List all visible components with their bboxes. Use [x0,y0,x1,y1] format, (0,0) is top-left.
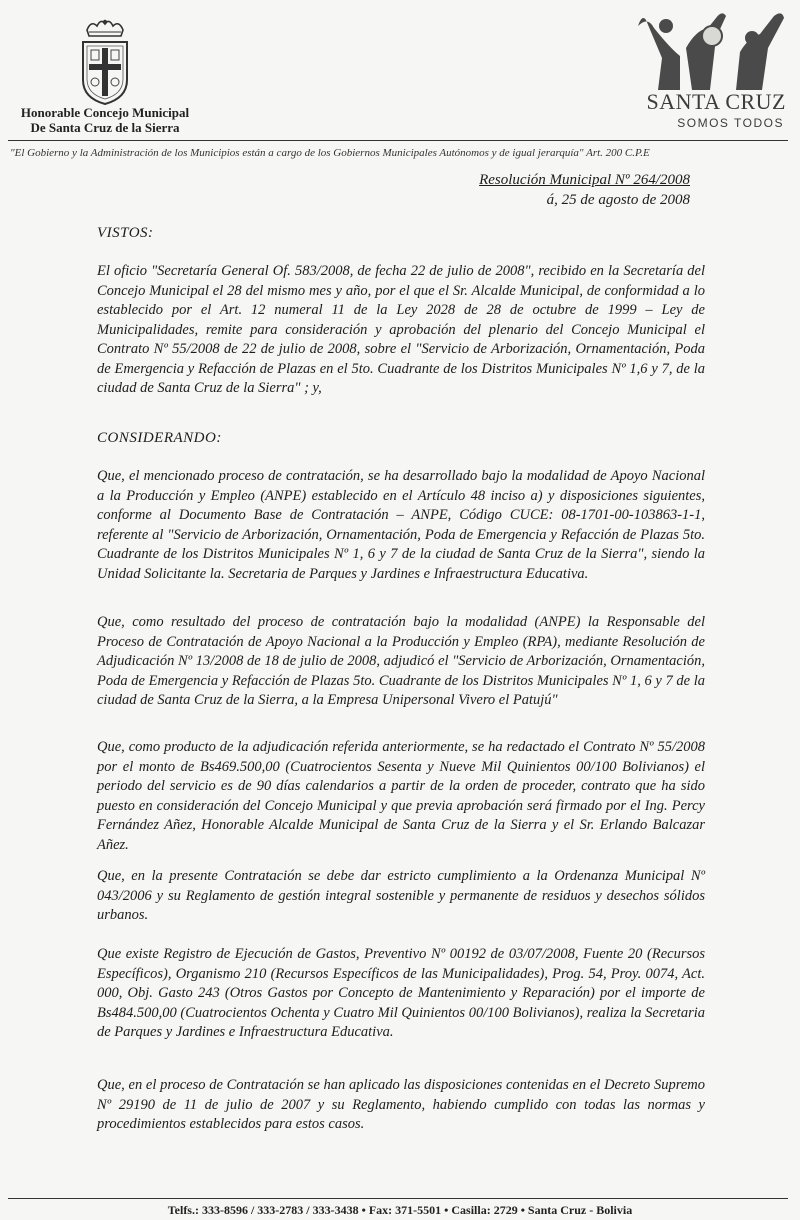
resolution-title: Resolución Municipal Nº 264/2008 [479,172,690,188]
vistos-heading: VISTOS: [97,225,154,241]
vistos-paragraph: El oficio "Secretaría General Of. 583/2008, de fecha 22 de julio de 2008", recibido en la Secretaría del Concejo Municipal el 28 del mismo mes y año, por el que el Sr. Alcalde Municipal, de conformidad a lo establecido por el Art. 12 numeral 11 de la Ley 2028 de 28 de octubre de 1999 – Ley de Municipalidades, remite para consideración y aprobación del plenario del Concejo Municipal el Contrato Nº 55/2008 de 22 de julio de 2008, sobre el "Servicio de Arborización, Ornamentación, Poda de Emergencia y Refacción de Plazas en el 5to. Cuadrante de los Distritos Municipales Nº 1,6 y 7, de la ciudad de Santa Cruz de la Sierra" ; y, [97,263,705,396]
coat-of-arms-icon [77,16,133,106]
considerando-paragraph-4: Que, en la presente Contratación se debe dar estricto cumplimiento a la Ordenanza Municipal Nº 043/2006 y su Reglamento de gestión integral sostenible y permanente de residuos y desechos sólidos urbanos. [97,868,705,923]
considerando-paragraph-1: Que, el mencionado proceso de contratación, se ha desarrollado bajo la modalidad de Apoyo Nacional a la Producción y Empleo (ANPE) establecido en el Artículo 48 inciso a) y disposiciones siguientes, conforme al Documento Base de Contratación – ANPE, Código CUCE: 08-1701-00-103863-1-1, referente al "Servicio de Arborización, Ornamentación, Poda de Emergencia y Refacción de Plazas 5to. Cuadrante de los Distritos Municipales Nº 1, 6 y 7 de la ciudad de Santa Cruz de la Sierra", siendo la Unidad Solicitante la. Secretaria de Parques y Jardines e Infraestructura Educativa. [97,468,705,582]
considerando-paragraph-2: Que, como resultado del proceso de contratación bajo la modalidad (ANPE) la Responsable del Proceso de Contratación de Apoyo Nacional a la Producción y Empleo (RPA), mediante Resolución de Adjudicación Nº 13/2008 de 18 de julio de 2008, adjudicó el "Servicio de Arborización, Ornamentación, Poda de Emergencia y Refacción de Plazas 5to. Cuadrante de los Distritos Municipales Nº 1, 6 y 7 de la ciudad de Santa Cruz de la Sierra, a la Empresa Unipersonal Vivero el Patujú" [97,614,705,708]
footer-contact: Telfs.: 333-8596 / 333-2783 / 333-3438 • Fax: 371-5501 • Casilla: 2729 • Santa Cruz - Bolivia [167,1203,633,1217]
logo-title: SANTA CRUZ [646,89,786,114]
header-divider [8,140,788,141]
council-name [0,105,210,135]
council-name-line-1: Honorable Concejo Municipal [20,105,190,120]
santa-cruz-logo-icon [636,8,786,90]
considerando-heading: CONSIDERANDO: [97,430,222,446]
constitutional-motto: "El Gobierno y la Administración de los Municipios están a cargo de los Gobiernos Municipales Autónomos y de igual jerarquía" Art. 200 C.P.E [10,147,650,159]
resolution-date: á, 25 de agosto de 2008 [546,192,690,208]
considerando-paragraph-3: Que, como producto de la adjudicación referida anteriormente, se ha redactado el Contrato Nº 55/2008 por el monto de Bs469.500,00 (Cuatrocientos Sesenta y Nueve Mil Quinientos 00/100 Bolivianos) el periodo del servicio es de 90 días calendarios a partir de la orden de proceder, contrato que ha sido puesto en consideración del Concejo Municipal y que previa aprobación será firmado por el Ing. Percy Fernández Añez, Honorable Alcalde Municipal de Santa Cruz de la Sierra y el Sr. Erlando Balcazar Añez. [97,739,705,853]
footer-divider [8,1198,788,1199]
considerando-paragraph-5: Que existe Registro de Ejecución de Gastos, Preventivo Nº 00192 de 03/07/2008, Fuente 20 (Recursos Específicos), Organismo 210 (Recursos Específicos de las Municipalidades), Prog. 54, Proy. 0074, Act. 000, Obj. Gasto 243 (Otros Gastos por Concepto de Mantenimiento y Reparación) por el importe de Bs484.500,00 (Cuatrocientos Ochenta y Cuatro Mil Quinientos 00/100 Bolivianos), realiza la Secretaria de Parques y Jardines e Infraestructura Educativa. [97,946,705,1040]
logo-subtitle: SOMOS TODOS [677,116,784,130]
considerando-paragraph-6: Que, en el proceso de Contratación se han aplicado las disposiciones contenidas en el Decreto Supremo Nº 29190 de 11 de julio de 2007 y su Reglamento, habiendo cumplido con todas las normas y procedimientos establecidos para estos casos. [97,1077,705,1132]
council-name-line-2: De Santa Cruz de la Sierra [30,120,180,135]
